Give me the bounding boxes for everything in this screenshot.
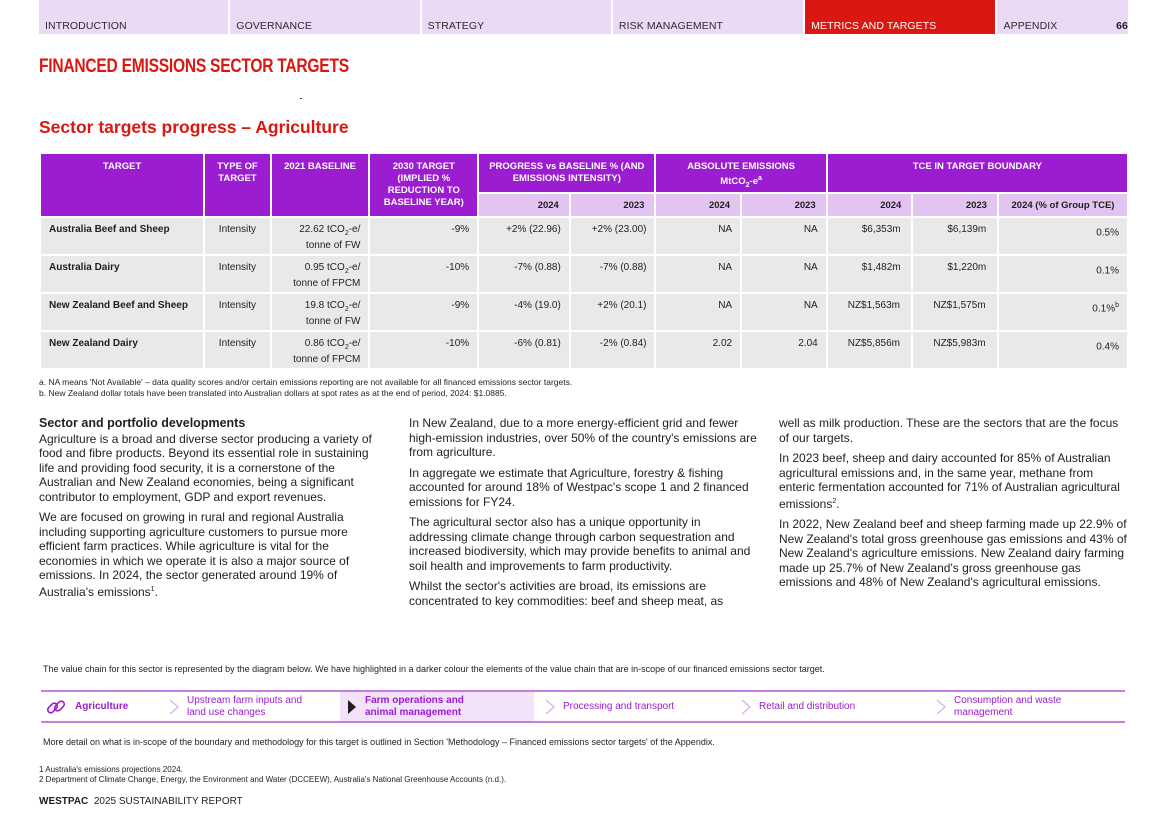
chevron-right-filled-icon [347,699,357,715]
row-2030-target: -9% [369,217,478,255]
paragraph: In 2022, New Zealand beef and sheep farming made up 22.9% of New Zealand's total gross greenhouse gas emissions and 43% of New Zealand's agriculture emissions. New Zealand dairy farming made up 25.7% of New Zealand's gross greenhouse gas emissions and 48% of New Zealand's agricultural emissions. [779,517,1127,589]
tab-label: STRATEGY [427,20,485,32]
paragraph [779,451,1131,511]
header-baseline: 2021 BASELINE [271,153,370,217]
footnote-ref: 1 [150,585,155,593]
row-absolute-2024: NA [655,255,741,293]
row-progress-2023: +2% (20.1) [570,293,656,331]
baseline-unit: tonne of FW [305,316,361,328]
baseline-suffix: -e/ [348,300,361,312]
row-tce-share [998,255,1128,293]
row-baseline: 0.86 tCO$_2$-e/ tonne of FPCM [271,331,370,369]
paragraph: Whilst the sector's activities are broad, its emissions are concentrated to key commodities: beef and sheep meat, as [409,579,724,608]
footnote-1: 1 Australia's emissions projections 2024. [39,765,183,774]
value-chain-diagram [41,690,1125,723]
section-title: FINANCED EMISSIONS SECTOR TARGETS [39,56,349,77]
baseline-suffix: -e/ [348,224,361,236]
share-value: 0.1% [1096,265,1119,277]
paragraph: Agriculture is a broad and diverse sector producing a variety of food and fibre products. Beyond its essential role in sustaining life and providing food security, it is a cornerstone of the Australian and New Zealand economies, being a significant contributor to employment, GDP and export revenues. [39,431,372,504]
row-baseline: 19.8 tCO$_2$-e/ tonne of FW [271,293,370,331]
row-absolute-2023: NA [741,255,827,293]
value-chain-upstream [165,692,337,721]
row-type: Intensity [204,331,270,369]
row-type: Intensity [204,293,270,331]
tab-label: RISK MANAGEMENT [618,20,724,32]
baseline-value: 19.8 tCO [304,300,345,312]
column-3 [779,416,1131,596]
row-progress-2024: -6% (0.81) [478,331,570,369]
paragraph-text: We are focused on growing in rural and regional Australia including supporting agriculture customers to pursue more efficient farm practices. While agriculture is vital for the economies in which we operate it is also a major source of emissions. In 2024, the sector generated around 19% of Australia's emissions [39,510,350,599]
row-progress-2024: -4% (19.0) [478,293,570,331]
tab-metrics-and-targets[interactable] [805,0,995,34]
paragraph: In New Zealand, due to a more energy-efficient grid and fewer high-emission industries, over 50% of the country's emissions are from agriculture. [409,416,757,459]
header-progress: PROGRESS vs BASELINE % (AND EMISSIONS INTENSITY) [478,153,655,193]
tab-label: METRICS AND TARGETS [811,20,937,32]
header-progress-2023: 2023 [570,193,656,217]
share-value: 0.5% [1096,227,1119,239]
header-absolute-2024: 2024 [655,193,741,217]
paragraph-end: . [836,496,840,511]
header-absolute-emissions: ABSOLUTE EMISSIONS $MtCO_2-e^a$ [655,153,826,193]
absolute-title: ABSOLUTE EMISSIONS [687,161,795,172]
value-chain-processing [541,692,731,721]
tab-risk-management[interactable] [613,0,803,34]
paragraph: well as milk production. These are the sectors that are the focus of our targets. [779,416,1119,445]
share-value: 0.4% [1096,341,1119,353]
tab-strategy[interactable] [422,0,611,34]
row-2030-target: -10% [369,331,478,369]
footer-report: 2025 SUSTAINABILITY REPORT [93,796,243,807]
page-title: Sector targets progress – Agriculture [39,117,349,137]
footnote-ref: 2 [832,497,837,505]
row-tce-share [998,331,1128,369]
column-1 [39,416,384,605]
header-type: TYPE OF TARGET [204,153,270,217]
row-absolute-2023: 2.04 [741,331,827,369]
value-chain-retail [737,692,927,721]
tab-label: APPENDIX [1003,20,1058,32]
footnotes [39,765,506,785]
paragraph-text: In 2023 beef, sheep and dairy accounted for 85% of Australian agricultural emissions and, in the same year, methane from enteric fermentation accounted for 71% of Australian agricultural emissions [779,451,1120,511]
table-row [40,255,1128,293]
row-tce-share [998,293,1128,331]
row-2030-target: -10% [369,255,478,293]
table-notes [39,377,572,399]
tab-introduction[interactable] [39,0,228,34]
value-chain-consumption-label: Consumption and waste management [954,694,1062,718]
row-tce-share [998,217,1128,255]
top-nav [39,0,1128,34]
paragraph: In aggregate we estimate that Agriculture, forestry & fishing accounted for around 18% of Westpac's scope 1 and 2 financed emissions for FY24. [409,465,749,509]
value-chain-intro: The value chain for this sector is represented by the diagram below. We have highlighted in a darker colour the elements of the value chain that are in-scope of our financed emissions sector target. [43,664,825,674]
baseline-value: 0.86 tCO [304,338,345,350]
baseline-suffix: -e/ [348,262,361,274]
row-tce-2023: $1,220m [912,255,998,293]
column-2 [409,416,761,614]
decorative-dot [300,98,302,99]
row-progress-2023: -7% (0.88) [570,255,656,293]
value-chain-farm-operations [340,692,534,721]
chevron-right-icon [936,699,946,715]
row-progress-2024: +2% (22.96) [478,217,570,255]
header-target: TARGET [40,153,204,217]
chevron-right-icon [169,699,179,715]
share-value: 0.1% [1092,303,1116,315]
tab-label: GOVERNANCE [236,20,312,32]
note-b: b. New Zealand dollar totals have been translated into Australian dollars at spot rates as at the end of period, 2024: $1.0885. [39,388,507,398]
baseline-value: 0.95 tCO [304,262,345,274]
row-tce-2024: NZ$1,563m [827,293,913,331]
row-2030-target: -9% [369,293,478,331]
page-footer [39,796,243,807]
absolute-unit-sup: a [757,175,762,182]
value-chain-retail-label: Retail and distribution [759,700,856,712]
table-row [40,331,1128,369]
chevron-right-icon [741,699,751,715]
baseline-unit: tonne of FPCM [293,354,361,366]
header-2030-target: 2030 TARGET (IMPLIED % REDUCTION TO BASELINE YEAR) [369,153,478,217]
value-chain-more-detail: More detail on what is in-scope of the boundary and methodology for this target is outlined in Section 'Methodology – Financed emissions sector targets' of the Appendix. [43,737,715,747]
row-baseline: 22.62 tCO$_2$-e/ tonne of FW [271,217,370,255]
sector-targets-table [39,152,1129,370]
value-chain-sector [41,692,161,721]
tab-appendix[interactable] [997,0,1128,34]
row-progress-2024: -7% (0.88) [478,255,570,293]
baseline-unit: tonne of FW [305,240,361,252]
tab-label: INTRODUCTION [45,20,127,32]
value-chain-farm-label: Farm operations and animal management [365,694,464,718]
header-progress-2024: 2024 [478,193,570,217]
link-icon [45,696,67,718]
row-progress-2023: -2% (0.84) [570,331,656,369]
row-tce-2024: NZ$5,856m [827,331,913,369]
header-absolute-2023: 2023 [741,193,827,217]
absolute-unit: MtCO [720,176,746,188]
row-tce-2023: $6,139m [912,217,998,255]
row-baseline: 0.95 tCO$_2$-e/ tonne of FPCM [271,255,370,293]
table-row [40,293,1128,331]
row-absolute-2023: NA [741,293,827,331]
column-heading: Sector and portfolio developments [39,416,246,430]
row-absolute-2023: NA [741,217,827,255]
note-a: a. NA means 'Not Available' – data quality scores and/or certain emissions reporting are not available for all financed emissions sector targets. [39,377,573,387]
table-row [40,217,1128,255]
row-tce-2023: NZ$1,575m [912,293,998,331]
paragraph: The agricultural sector also has a unique opportunity in addressing climate change through carbon sequestration and increased biodiversity, which may provide benefits to animal and soil health and improvements to farm productivity. [409,515,751,573]
footnote-2: 2 Department of Climate Change, Energy, the Environment and Water (DCCEEW), Australia's National Greenhouse Accounts (n.d.). [39,775,507,784]
chevron-right-icon [545,699,555,715]
header-tce-share: 2024 (% of Group TCE) [998,193,1128,217]
header-tce: TCE IN TARGET BOUNDARY [827,153,1128,193]
tab-governance[interactable] [230,0,419,34]
row-target-name: New Zealand Beef and Sheep [40,293,204,331]
value-chain-sector-label: Agriculture [75,700,129,712]
paragraph-end: . [154,584,158,599]
value-chain-upstream-label: Upstream farm inputs and land use changes [187,694,303,718]
row-absolute-2024: NA [655,293,741,331]
value-chain-consumption [932,692,1122,721]
row-tce-2024: $6,353m [827,217,913,255]
header-tce-2023: 2023 [912,193,998,217]
paragraph [39,510,384,599]
baseline-value: 22.62 tCO [299,224,345,236]
page-number: 66 [1116,20,1128,32]
row-target-name: New Zealand Dairy [40,331,204,369]
row-absolute-2024: 2.02 [655,331,741,369]
share-note: b [1115,302,1119,310]
row-type: Intensity [204,217,270,255]
baseline-suffix: -e/ [348,338,361,350]
value-chain-processing-label: Processing and transport [563,700,675,712]
row-target-name: Australia Dairy [40,255,204,293]
row-tce-2024: $1,482m [827,255,913,293]
row-absolute-2024: NA [655,217,741,255]
header-tce-2024: 2024 [827,193,913,217]
row-tce-2023: NZ$5,983m [912,331,998,369]
footer-brand: WESTPAC [39,796,89,807]
row-progress-2023: +2% (23.00) [570,217,656,255]
baseline-unit: tonne of FPCM [293,278,361,290]
row-target-name: Australia Beef and Sheep [40,217,204,255]
row-type: Intensity [204,255,270,293]
